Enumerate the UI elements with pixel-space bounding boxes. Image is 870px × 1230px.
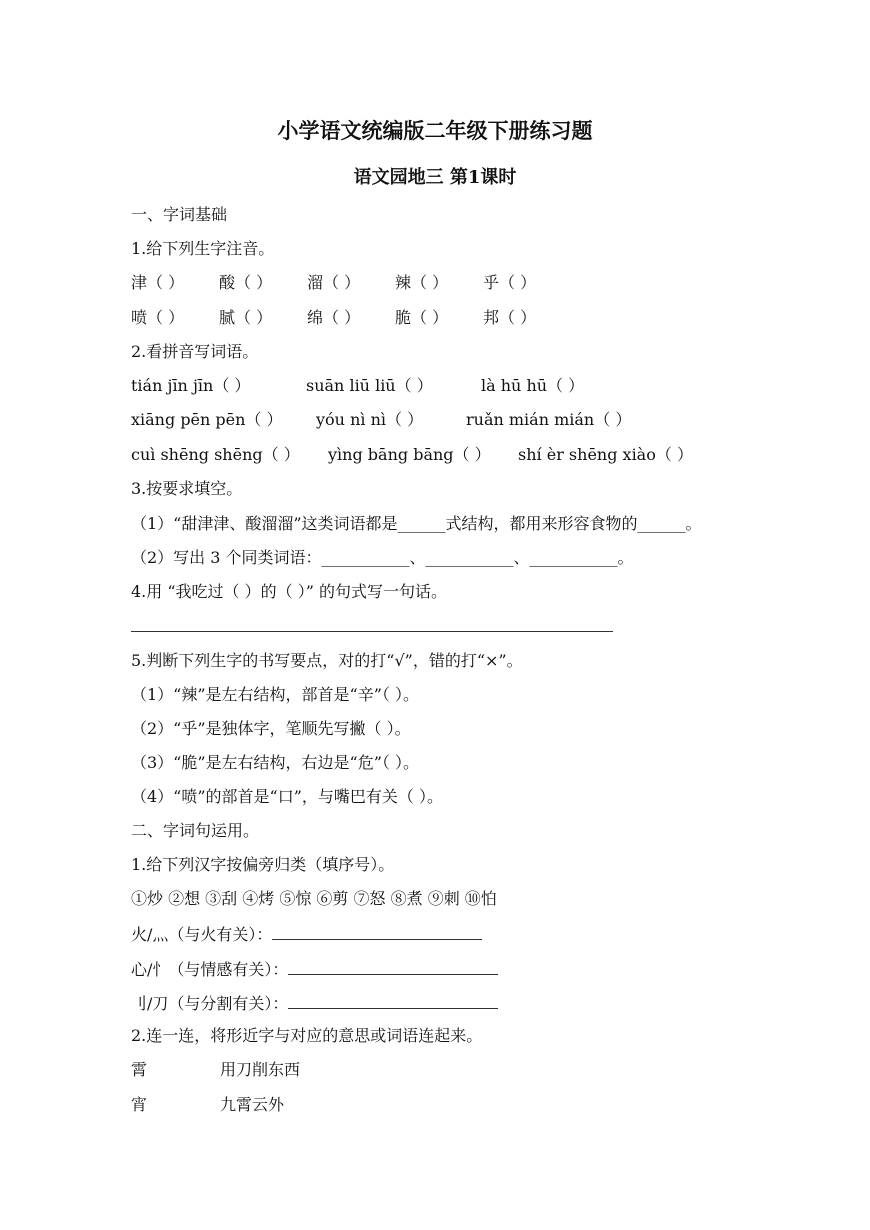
- worksheet-title: 小学语文统编版二年级下册练习题: [277, 118, 593, 143]
- q1-prompt: 1.给下列生字注音。: [131, 239, 275, 258]
- section2-heading: 二、字词句运用。: [131, 821, 260, 840]
- word-item: yóu nì nì（ ）: [316, 410, 424, 429]
- q5-prompt: 5.判断下列生字的书写要点，对的打“√”，错的打“×”。: [131, 651, 523, 670]
- pinyin-item: 酸（ ）: [219, 273, 273, 292]
- answer-blank: [288, 992, 498, 1009]
- word-item: cuì shēng shēng（ ）: [131, 445, 300, 464]
- q2-row2: [131, 410, 631, 430]
- word-item: là hū hū（ ）: [481, 376, 585, 395]
- word-item: shí èr shēng xiào（ ）: [518, 445, 693, 464]
- q3-prompt: 3.按要求填空。: [131, 479, 243, 498]
- word-item: xiāng pēn pēn（ ）: [131, 410, 283, 429]
- q1-row2: [131, 308, 571, 328]
- word-item: yìng bāng bāng（ ）: [328, 445, 491, 464]
- pinyin-item: 喷（ ）: [131, 308, 185, 327]
- category-label: 刂/刀（与分割有关）：: [131, 994, 289, 1013]
- answer-blank: [272, 923, 482, 940]
- s2-q2-prompt: 2.连一连，将形近字与对应的意思或词语连起来。: [131, 1026, 483, 1045]
- match-left-item: 霄: [131, 1060, 148, 1079]
- q5-item: （3）“脆”是左右结构，右边是“危”（ ）。: [131, 753, 419, 772]
- word-item: ruǎn mián mián（ ）: [466, 410, 632, 429]
- q3-item1: （1）“甜津津、酸溜溜”这类词语都是______式结构，都用来形容食物的______。: [131, 514, 702, 533]
- category-heart: [131, 958, 498, 980]
- lesson-subtitle: 语文园地三 第1课时: [353, 167, 517, 188]
- category-knife: [131, 992, 498, 1014]
- match-right-item: 用刀削东西: [220, 1060, 301, 1079]
- pinyin-item: 脆（ ）: [395, 308, 449, 327]
- word-item: suān liū liū（ ）: [306, 376, 433, 395]
- match-left-item: 宵: [131, 1095, 148, 1114]
- category-fire: [131, 923, 482, 945]
- pinyin-item: 邦（ ）: [483, 308, 537, 327]
- category-label: 火/灬（与火有关）：: [131, 925, 273, 944]
- answer-line: [131, 631, 613, 632]
- q3-item2: （2）写出 3 个同类词语：___________、___________、___________。: [131, 548, 634, 567]
- s2-q1-prompt: 1.给下列汉字按偏旁归类（填序号）。: [131, 855, 395, 874]
- q5-item: （2）“乎”是独体字，笔顺先写撇（ ）。: [131, 719, 411, 738]
- pinyin-item: 辣（ ）: [395, 273, 449, 292]
- q4-prompt: 4.用 “我吃过（ ）的（ ）” 的句式写一句话。: [131, 582, 447, 601]
- section1-heading: 一、字词基础: [131, 205, 228, 224]
- q2-row3: [131, 445, 693, 465]
- pinyin-item: 乎（ ）: [483, 273, 537, 292]
- char-list: ①炒 ②想 ③刮 ④烤 ⑤惊 ⑥剪 ⑦怒 ⑧煮 ⑨刺 ⑩怕: [131, 889, 497, 908]
- category-label: 心/忄（与情感有关）：: [131, 960, 289, 979]
- pinyin-item: 腻（ ）: [219, 308, 273, 327]
- pinyin-item: 津（ ）: [131, 273, 185, 292]
- q1-row1: [131, 273, 571, 293]
- pinyin-item: 绵（ ）: [307, 308, 361, 327]
- q5-item: （1）“辣”是左右结构，部首是“辛”（ ）。: [131, 685, 419, 704]
- word-item: tián jīn jīn（ ）: [131, 376, 251, 395]
- q2-prompt: 2.看拼音写词语。: [131, 342, 259, 361]
- answer-blank: [288, 958, 498, 975]
- match-right-item: 九霄云外: [220, 1095, 285, 1114]
- pinyin-item: 溜（ ）: [307, 273, 361, 292]
- q2-row1: [131, 376, 584, 396]
- q5-item: （4）“喷”的部首是“口”，与嘴巴有关（ ）。: [131, 787, 443, 806]
